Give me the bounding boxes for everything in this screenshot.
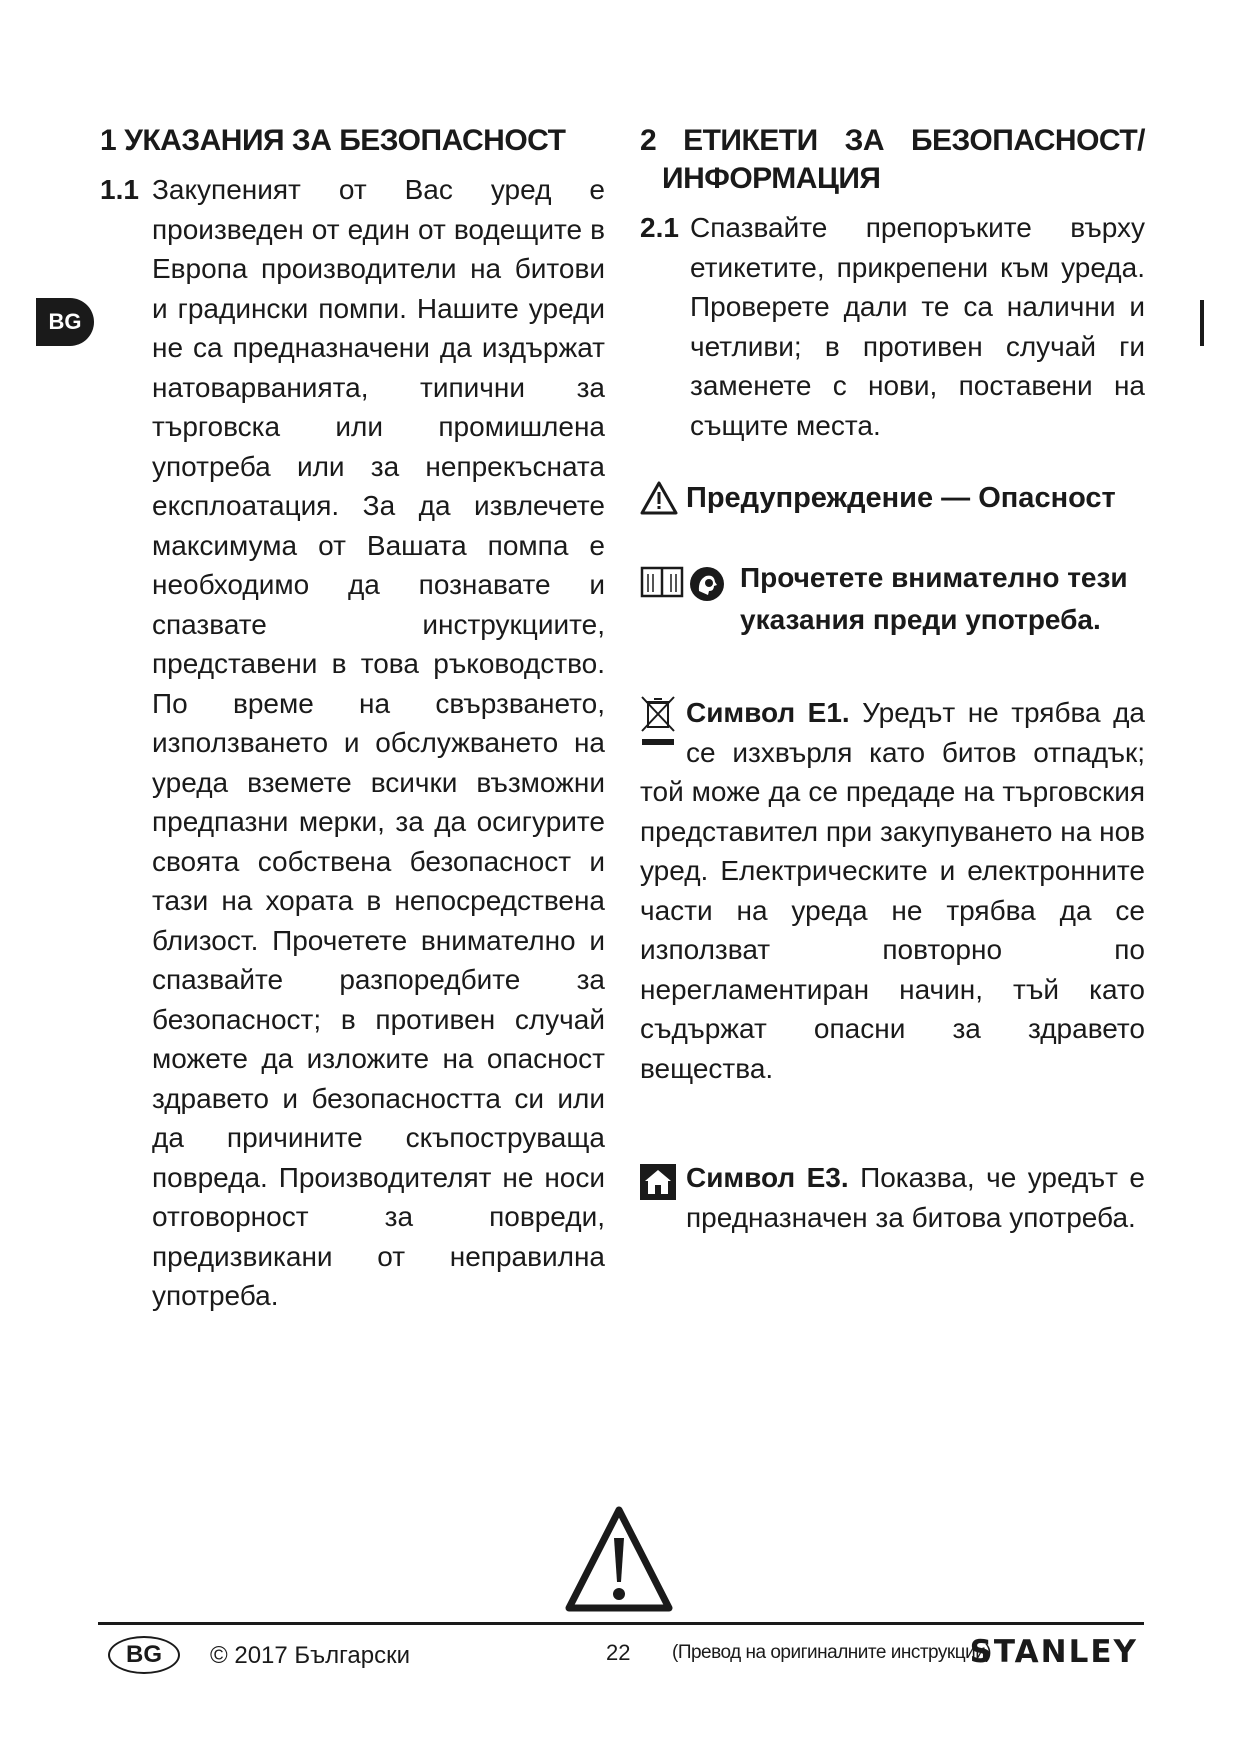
house-icon [640,1164,676,1200]
left-column [100,122,605,1316]
section-1-title: УКАЗАНИЯ ЗА БЕЗОПАСНОСТ [124,124,566,157]
section-2-heading [640,122,1145,160]
item-1-1 [100,170,605,1316]
item-2-1 [640,208,1145,445]
read-manual-row [640,557,1145,641]
footer-copyright: © 2017 Български [210,1642,410,1669]
section-2-title-line2: ИНФОРМАЦИЯ [662,162,881,195]
footer-translation-note: (Превод на оригиналните инструкции) [672,1642,992,1663]
margin-marker [1200,300,1204,346]
read-manual-text [740,557,1128,641]
warning-row [640,481,1145,515]
symbol-e1-text: Уредът не трябва да се изхвърля като битов отпадък; той може да се предаде на търговския представител при закупуването на нов уред. Електрическите и електронните части на уреда не трябва да се използват повторно по нерегламентиран начин, тъй като съдържат опасни за здравето вещества. [640,697,1146,1084]
symbol-e3-text: Показва, че уредът е предназначен за битова употреба. [686,1162,1145,1233]
item-2-1-text: Спазвайте препоръките върху етикетите, прикрепени към уреда. Проверете дали те са налични и четливи; в противен случай ги заменете с нови, поставени на същите места. [690,212,1145,441]
footer-page-number: 22 [606,1640,631,1665]
footer-language-badge: BG [108,1636,180,1674]
symbol-e3-block [640,1158,1145,1237]
stanley-logo: STANLEY [969,1634,1138,1670]
read-manual-icons [640,557,740,641]
book-icon [640,565,684,599]
large-warning-triangle-icon [564,1504,674,1614]
warning-triangle-icon [640,481,678,515]
warning-text: Предупреждение — Опасност [686,481,1116,514]
read-manual-line1: Прочетете внимателно тези [740,562,1128,593]
symbol-e1-label: Символ E1. [686,697,850,728]
item-1-1-number: 1.1 [100,174,139,205]
language-tab: BG [36,298,94,346]
section-1-number: 1 [100,124,117,157]
page-footer [98,1630,1144,1680]
item-1-1-text: Закупеният от Вас уред е произведен от един от водещите в Европа производители на битови и градински помпи. Нашите уреди не са предназначени да издържат натоварванията, типични за търговска или промишлена употреба или за непрекъсната експлоатация. За да извлечете максимума от Вашата помпа е необходимо да познавате и спазвате инструкциите, представени в това ръководство. По време на свързването, използването и обслужването на уреда вземете всички възможни предпазни мерки, за да осигурите своята собствена безопасност и тази на хората в непосредствена близост. Прочетете внимателно и спазвайте разпоредбите за безопасност; в противен случай можете да изложите на опасност здравето и безопасността си или да причините скъпоструваща повреда. Производителят не носи отговорност за повреди, предизвикани от неправилна употреба. [152,174,605,1311]
symbol-e1-block [640,693,1145,1088]
section-1-heading [100,122,605,160]
section-2-number: 2 [640,124,657,157]
crossed-bin-icon [640,695,676,747]
item-2-1-number: 2.1 [640,212,679,243]
read-instructions-head-icon [688,565,726,603]
footer-rule [98,1622,1144,1625]
section-2-title-line1: ЕТИКЕТИ ЗА БЕЗОПАСНОСТ/ [683,124,1145,157]
symbol-e3-label: Символ E3. [686,1162,849,1193]
right-column [640,122,1145,1237]
section-2-heading-cont [640,160,1145,198]
read-manual-line2: указания преди употреба. [740,604,1101,635]
